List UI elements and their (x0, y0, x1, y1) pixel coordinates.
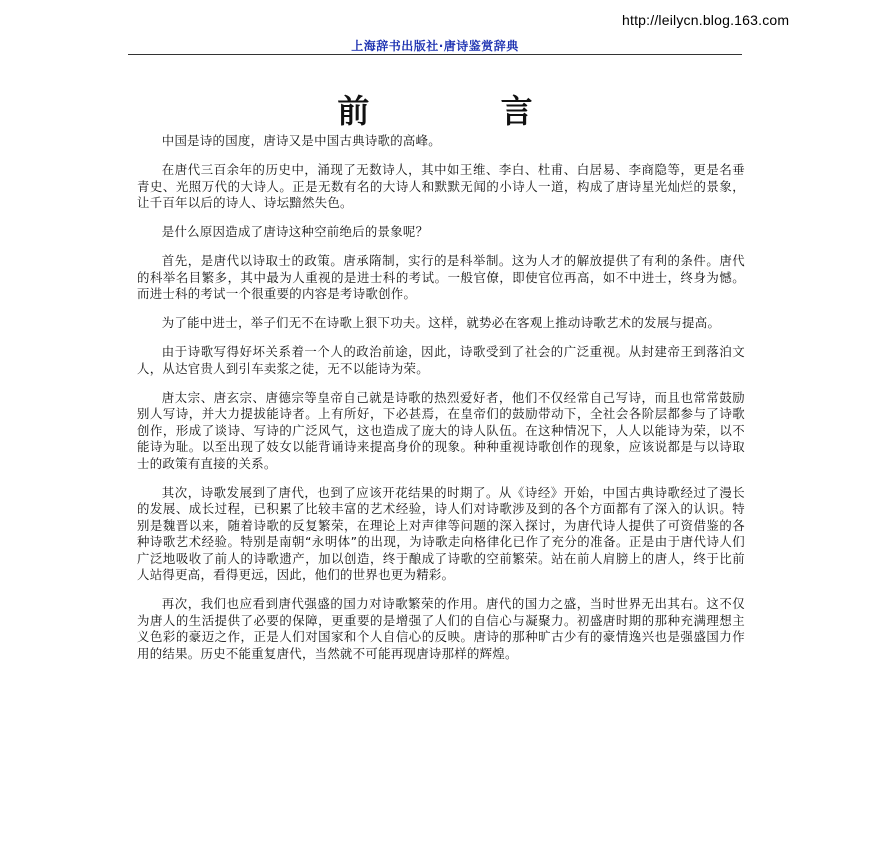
watermark-url: http://leilycn.blog.163.com (622, 12, 790, 28)
page-title: 前 言 (337, 92, 593, 130)
paragraph-9: 再次，我们也应看到唐代强盛的国力对诗歌繁荣的作用。唐代的国力之盛，当时世界无出其右。这不仅为唐人的生活提供了必要的保障，更重要的是增强了人们的自信心与凝聚力。初盛唐时期的那种充满理想主义色彩的豪迈之作，正是人们对国家和个人自信心的反映。唐诗的那种旷古少有的豪情逸兴也是强盛国力作用的结果。历史不能重复唐代，当然就不可能再现唐诗那样的辉煌。 (137, 596, 745, 661)
publisher-header: 上海辞书出版社·唐诗鉴赏辞典 (351, 39, 519, 53)
document-body (137, 133, 745, 675)
paragraph-5: 为了能中进士，举子们无不在诗歌上狠下功夫。这样，就势必在客观上推动诗歌艺术的发展与提高。 (161, 315, 721, 330)
paragraph-8: 其次，诗歌发展到了唐代，也到了应该开花结果的时期了。从《诗经》开始，中国古典诗歌经过了漫长的发展、成长过程，已积累了比较丰富的艺术经验，诗人们对诗歌涉及到的各个方面都有了深入的认识。特别是魏晋以来，随着诗歌的反复繁荣，在理论上对声律等问题的深入探讨，为唐代诗人提供了可资借鉴的各种诗歌艺术经验。特别是南朝“永明体”的出现，为诗歌走向格律化已作了充分的准备。正是由于唐代诗人们广泛地吸收了前人的诗歌遗产，加以创造，终于酿成了诗歌的空前繁荣。站在前人肩膀上的唐人，终于比前人站得更高，看得更远，因此，他们的世界也更为精彩。 (137, 484, 745, 582)
paragraph-4: 首先，是唐代以诗取士的政策。唐承隋制，实行的是科举制。这为人才的解放提供了有利的条件。唐代的科举名目繁多，其中最为人重视的是进士科的考试。一般官僚，即使官位再高，如不中进士，终身为憾。而进士科的考试一个很重要的内容是考诗歌创作。 (137, 253, 745, 301)
header-divider (128, 54, 742, 55)
paragraph-1: 中国是诗的国度，唐诗又是中国古典诗歌的高峰。 (161, 133, 441, 148)
paragraph-3: 是什么原因造成了唐诗这种空前绝后的景象呢？ (161, 224, 429, 239)
paragraph-2: 在唐代三百余年的历史中，涌现了无数诗人，其中如王维、李白、杜甫、白居易、李商隐等，更是名垂青史、光照万代的大诗人。正是无数有名的大诗人和默默无闻的小诗人一道，构成了唐诗星光灿烂的景象，让千百年以后的诗人、诗坛黯然失色。 (137, 162, 745, 210)
paragraph-6: 由于诗歌写得好坏关系着一个人的政治前途，因此，诗歌受到了社会的广泛重视。从封建帝王到落泊文人，从达官贵人到引车卖浆之徒，无不以能诗为荣。 (137, 344, 745, 376)
paragraph-7: 唐太宗、唐玄宗、唐德宗等皇帝自己就是诗歌的热烈爱好者，他们不仅经常自己写诗，而且也常常鼓励别人写诗，并大力提拔能诗者。上有所好，下必甚焉，在皇帝们的鼓励带动下，全社会各阶层都参与了诗歌创作，形成了谈诗、写诗的广泛风气，这也造成了庞大的诗人队伍。在这种情况下，人人以能诗为荣，以不能诗为耻。以至出现了妓女以能背诵诗来提高身价的现象。种种重视诗歌创作的现象，应该说都是与以诗取士的政策有直接的关系。 (137, 389, 745, 471)
